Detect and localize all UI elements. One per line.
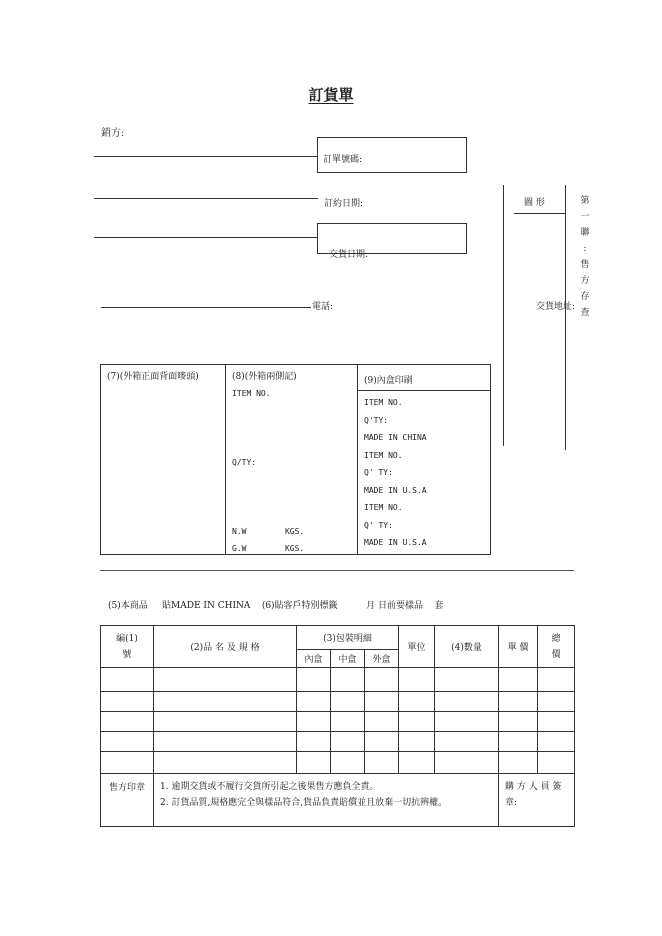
figure-label: 圖 形 <box>524 198 545 208</box>
seller-line-2 <box>94 198 318 199</box>
order-items-table <box>100 625 575 827</box>
order-date-label: 訂約日期: <box>324 199 364 209</box>
phone-line <box>101 307 311 308</box>
seller-label: 銷方: <box>101 128 125 139</box>
col8-gw: G.W KGS. <box>232 544 305 553</box>
copy-note: 第 一 聯 : 售 方 存 查 <box>580 196 590 318</box>
col9-header: (9)內盒印刷 <box>358 365 491 391</box>
header-name: (2)品 名 及 規 格 <box>154 626 297 668</box>
col8-header: (8)(外箱兩側記) <box>232 372 297 382</box>
delivery-address-label: 交貨地址: <box>536 302 576 312</box>
notice-line: (5)本商品 貼MADE IN CHINA (6)貼客戶特別標籤 月 日前要樣品 套 <box>108 601 444 611</box>
header-qty: (4)數量 <box>435 626 499 668</box>
col7-header: (7)(外箱正面背面嘜頭) <box>101 365 226 555</box>
header-unit: 單位 <box>399 626 435 668</box>
order-no-label: 訂單號碼: <box>323 155 363 165</box>
table-row <box>101 752 575 774</box>
section-divider <box>100 570 574 571</box>
table-row <box>101 732 575 752</box>
header-price: 單 價 <box>499 626 538 668</box>
figure-frame-left <box>503 185 504 446</box>
table-row <box>101 712 575 732</box>
table-row <box>101 692 575 712</box>
col8-item: ITEM NO. <box>232 389 271 398</box>
table-row <box>101 668 575 692</box>
header-middle-box: 中盒 <box>331 650 365 668</box>
figure-frame-right <box>565 185 566 450</box>
page-title: 訂貨單 <box>308 86 354 104</box>
figure-underline <box>514 213 566 214</box>
inner-box-print-cell: ITEM NO. Q'TY: MADE IN CHINA ITEM NO. Q' TY: MADE IN U.S.A ITEM NO. Q' TY: MADE IN U.S.A <box>358 391 491 555</box>
col8-qty: Q/TY: <box>232 458 257 467</box>
terms-cell <box>154 774 499 827</box>
term-1: 1. 逾期交貨或不履行交貨所引起之後果售方應負全責。 <box>160 782 379 792</box>
seal-label: 售方印章 <box>101 774 154 827</box>
header-total: 總價 <box>538 626 575 668</box>
side-mark-cell <box>226 365 358 555</box>
seller-line-3 <box>94 237 318 238</box>
header-outer-box: 外盒 <box>365 650 399 668</box>
delivery-date-label: 交貨日期: <box>329 250 369 260</box>
header-inner-box: 內盒 <box>297 650 331 668</box>
col8-nw: N.W KGS. <box>232 527 305 536</box>
phone-label: 電話: <box>312 302 334 312</box>
header-packing: (3)包裝明細 <box>297 626 399 650</box>
buyer-sign: 購 方 人 員 簽 章: <box>499 774 575 827</box>
seller-line-1 <box>94 156 318 157</box>
term-2: 2. 訂貨品質,規格應完全與樣品符合,貨品負責賠償並且放棄一切抗辨權。 <box>160 798 448 808</box>
header-no: 編(1)號 <box>101 626 154 668</box>
packing-marks-table <box>100 364 491 555</box>
